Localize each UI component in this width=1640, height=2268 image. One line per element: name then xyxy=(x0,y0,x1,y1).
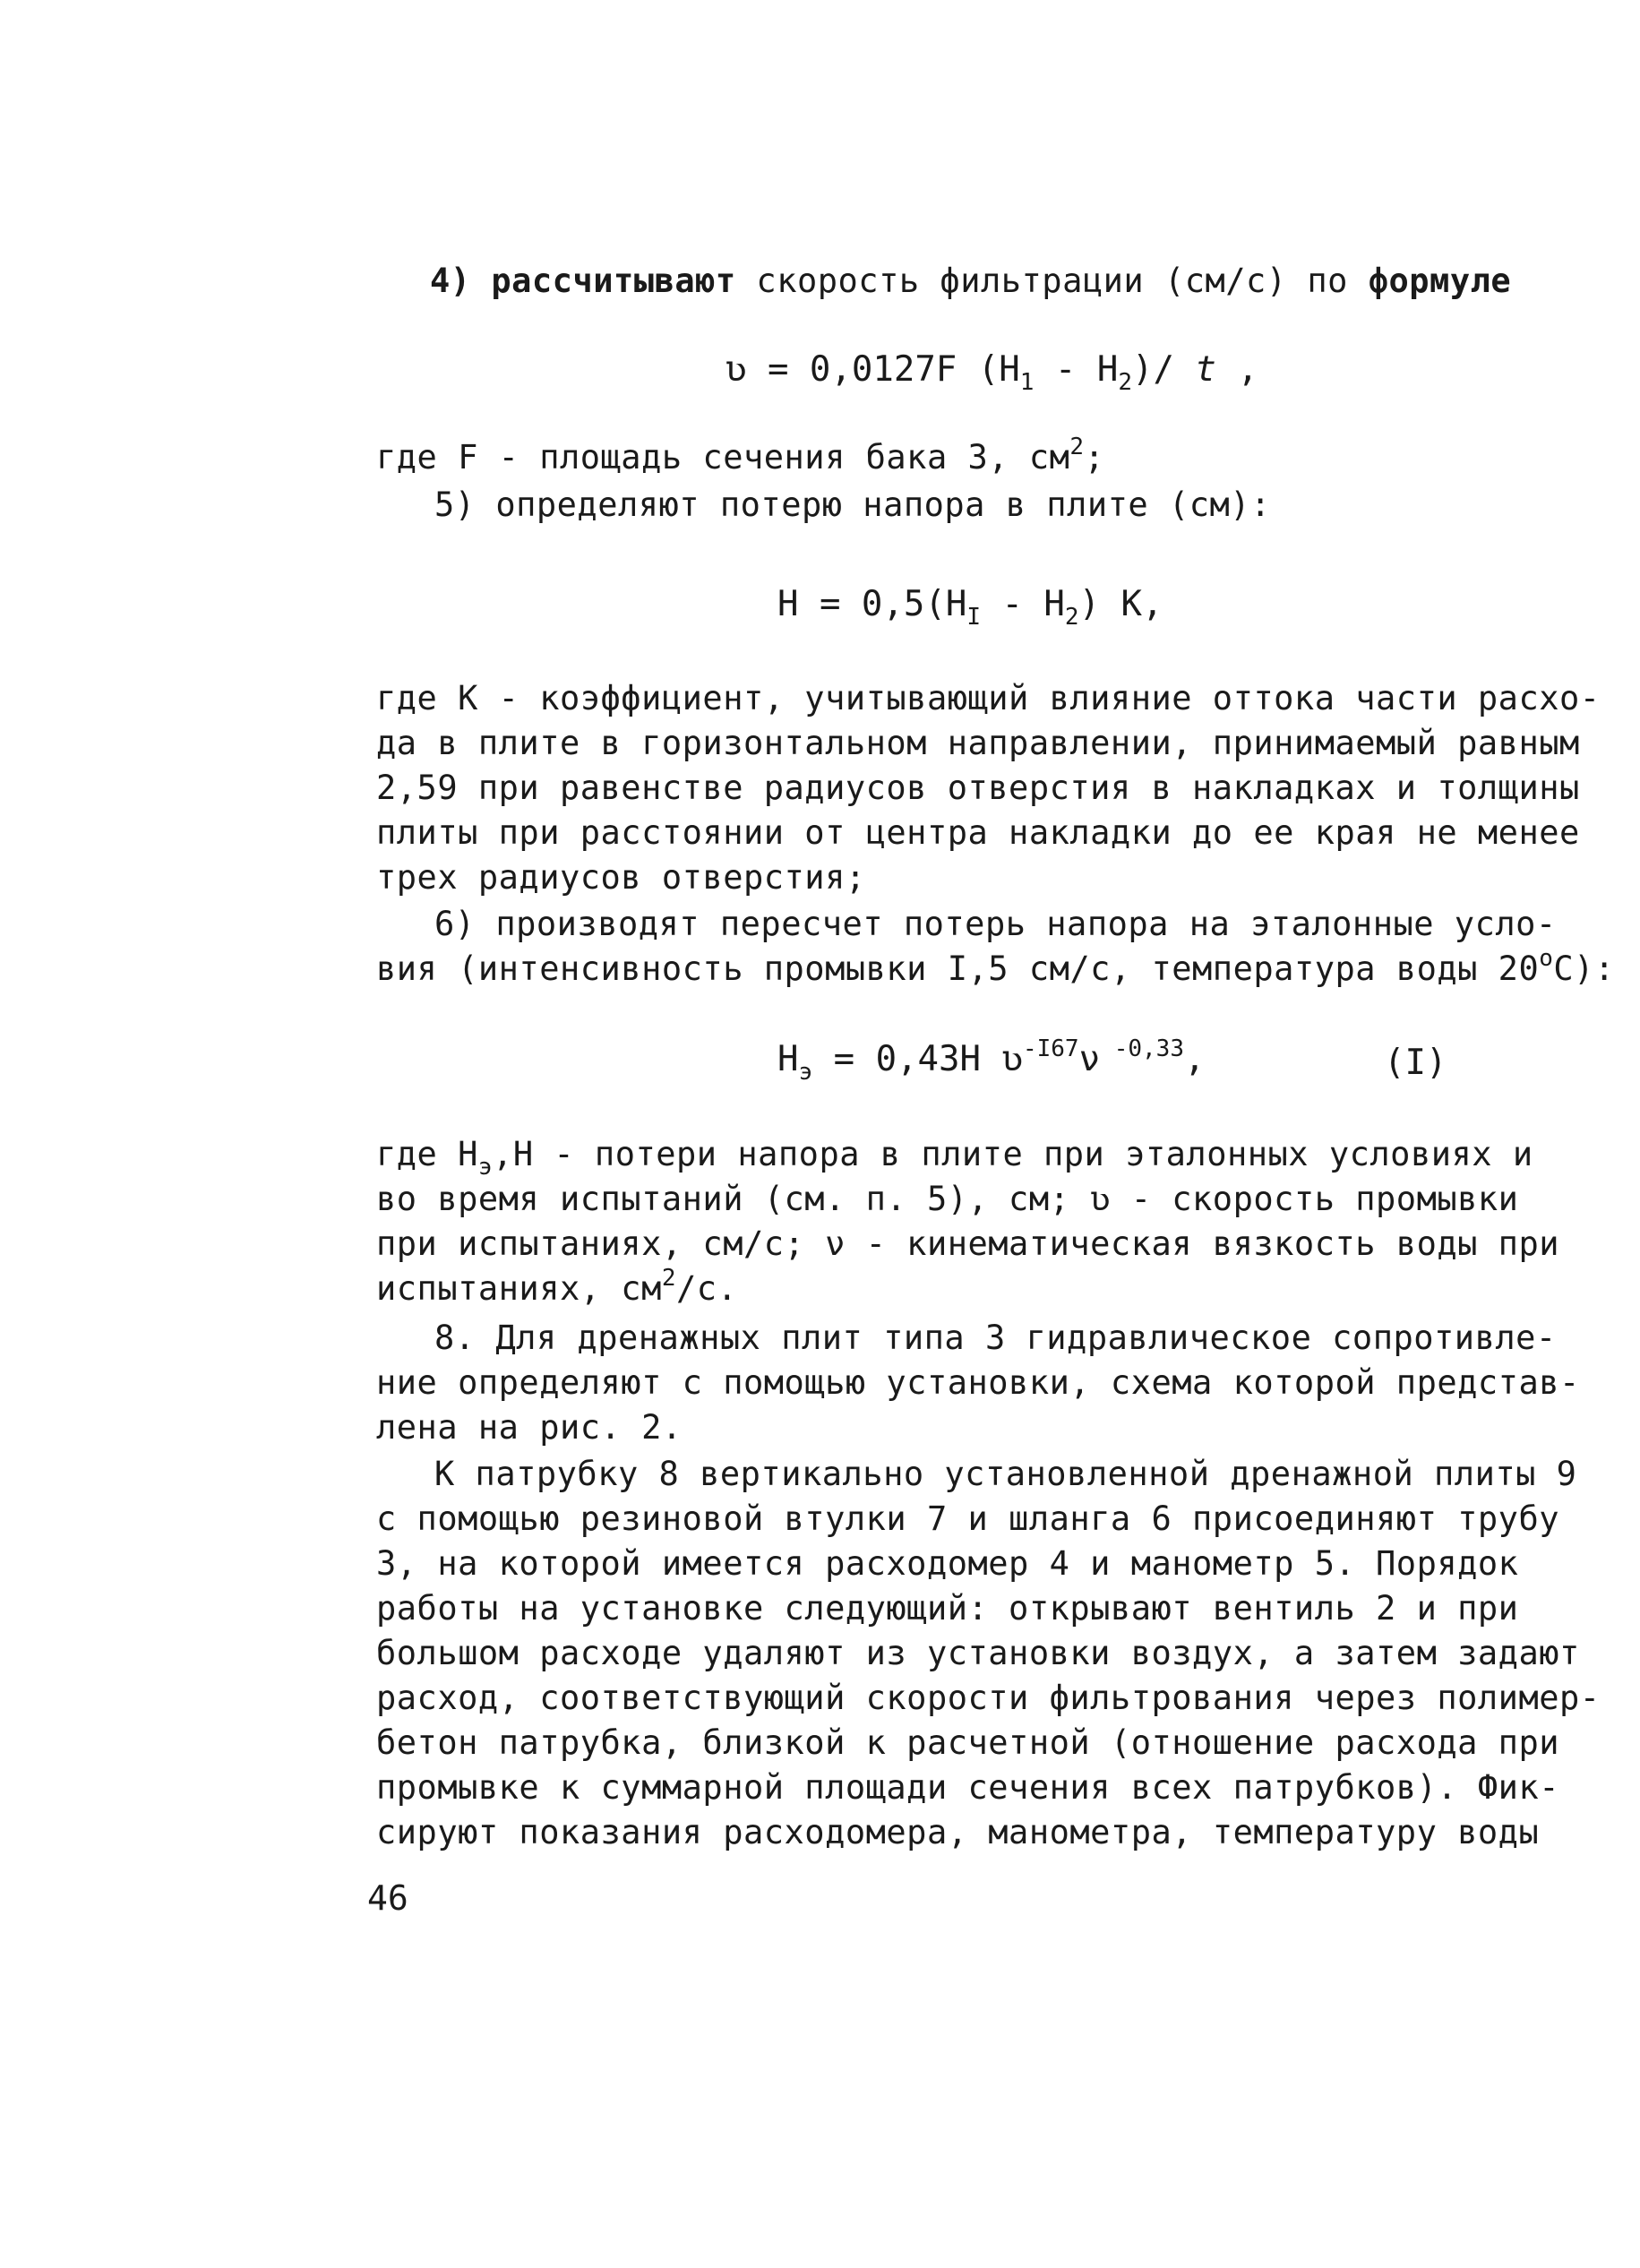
formula-reference-head-loss xyxy=(777,1035,1206,1086)
where-h-l4-a: испытаниях, см xyxy=(376,1269,662,1308)
formula-ref-sub: э xyxy=(798,1059,813,1086)
where-h-l4-sup: 2 xyxy=(661,1265,677,1292)
formula-head-loss-sub2: 2 xyxy=(1064,604,1079,631)
para-k-line-5: большом расходе удаляют из установки воздух, а затем задают xyxy=(376,1634,1580,1672)
para-k-line-9: сируют показания расходомера, манометра, температуру воды xyxy=(376,1813,1540,1851)
where-h-l1-a: где H xyxy=(376,1135,478,1173)
formula-velocity-rhs-c: )/ xyxy=(1131,349,1196,390)
formula-velocity-t: t xyxy=(1195,349,1216,390)
item-6-degree-sup: o xyxy=(1539,945,1554,972)
formula-velocity-sub2: 2 xyxy=(1118,369,1132,396)
formula-ref-tail: , xyxy=(1183,1039,1206,1079)
formula-ref-sup1: -I67 xyxy=(1022,1035,1079,1062)
formula-ref-a: H xyxy=(777,1039,799,1079)
formula-head-loss-sub1: I xyxy=(966,604,981,631)
para-8-line-3: лена на рис. 2. xyxy=(376,1408,683,1447)
item-4-bold-verb: рассчитывают xyxy=(491,262,736,300)
where-k-line-5: трех радиусов отверстия; xyxy=(376,858,866,897)
item-4-line xyxy=(430,260,1511,303)
para-8-line-1: 8. Для дренажных плит типа 3 гидравлическое сопротивле- xyxy=(434,1319,1557,1357)
item-6-line-1: 6) производят пересчет потерь напора на эталонные усло- xyxy=(434,905,1557,943)
formula-head-loss-a: H = 0,5(H xyxy=(777,584,967,624)
formula-head-loss-b: - H xyxy=(980,584,1065,624)
item-6-line-2 xyxy=(376,945,1615,991)
where-h-line-2: во время испытаний (см. п. 5), см; ʋ - скорость промывки xyxy=(376,1180,1519,1218)
para-k-line-6: расход, соответствующий скорости фильтрования через полимер- xyxy=(376,1679,1601,1717)
para-k-line-4: работы на установке следующий: открывают вентиль 2 и при xyxy=(376,1589,1519,1628)
formula-velocity-rhs-a: = 0,0127F (H xyxy=(746,349,1020,390)
where-k-line-4: плиты при расстоянии от центра накладки до ее края не менее xyxy=(376,813,1580,852)
where-h-line-4 xyxy=(376,1267,737,1310)
where-f-text: где F - площадь сечения бака 3, см xyxy=(376,438,1070,477)
item-4-number: 4) xyxy=(430,262,471,300)
where-h-l1-sub: э xyxy=(477,1154,494,1181)
formula-head-loss xyxy=(777,582,1163,631)
formula-ref-sup2: -0,33 xyxy=(1100,1035,1184,1062)
item-4-bold-word: формуле xyxy=(1368,262,1512,300)
item-6-line-2-a: вия (интенсивность промывки I,5 см/с, температура воды 20 xyxy=(376,949,1540,988)
formula-velocity-rhs-b: - H xyxy=(1034,349,1119,390)
where-f-line xyxy=(376,436,1104,479)
formula-ref-c: ν xyxy=(1078,1039,1101,1079)
formula-ref-b: = 0,43H ʋ xyxy=(812,1039,1023,1079)
para-k-line-1: К патрубку 8 вертикально установленной дренажной плиты 9 xyxy=(434,1455,1577,1493)
formula-velocity-sub1: 1 xyxy=(1019,369,1035,396)
para-8-line-2: ние определяют с помощью установки, схема которой представ- xyxy=(376,1363,1580,1402)
page-number: 46 xyxy=(367,1878,408,1918)
where-h-l1-b: ,H - потери напора в плите при эталонных условиях и xyxy=(493,1135,1533,1173)
para-k-line-8: промывке к суммарной площади сечения всех патрубков). Фик- xyxy=(376,1768,1560,1807)
where-k-line-2: да в плите в горизонтальном направлении, принимаемый равным xyxy=(376,724,1580,762)
where-k-line-3: 2,59 при равенстве радиусов отверстия в накладках и толщины xyxy=(376,769,1580,807)
equation-number: (I) xyxy=(1384,1043,1447,1083)
item-4-text: скорость фильтрации (см/с) по xyxy=(735,262,1369,300)
formula-velocity-tail: , xyxy=(1215,349,1258,390)
para-k-line-7: бетон патрубка, близкой к расчетной (отношение расхода при xyxy=(376,1723,1560,1762)
where-h-l4-b: /с. xyxy=(676,1269,738,1308)
item-6-line-2-b: C): xyxy=(1553,949,1615,988)
where-f-tail: ; xyxy=(1084,438,1105,477)
para-k-line-3: 3, на которой имеется расходомер 4 и манометр 5. Порядок xyxy=(376,1544,1519,1583)
item-5-line: 5) определяют потерю напора в плите (см): xyxy=(434,485,1271,524)
where-h-line-3: при испытаниях, см/с; ν - кинематическая вязкость воды при xyxy=(376,1224,1560,1263)
where-f-sup: 2 xyxy=(1069,434,1085,460)
where-k-line-1: где K - коэффициент, учитывающий влияние оттока части расхо- xyxy=(376,679,1601,717)
formula-velocity-lhs: ʋ xyxy=(726,349,747,390)
formula-head-loss-c: ) K, xyxy=(1078,584,1163,624)
para-k-line-2: с помощью резиновой втулки 7 и шланга 6 присоединяют трубу xyxy=(376,1499,1560,1538)
formula-velocity xyxy=(726,348,1258,396)
where-h-line-1 xyxy=(376,1133,1533,1181)
